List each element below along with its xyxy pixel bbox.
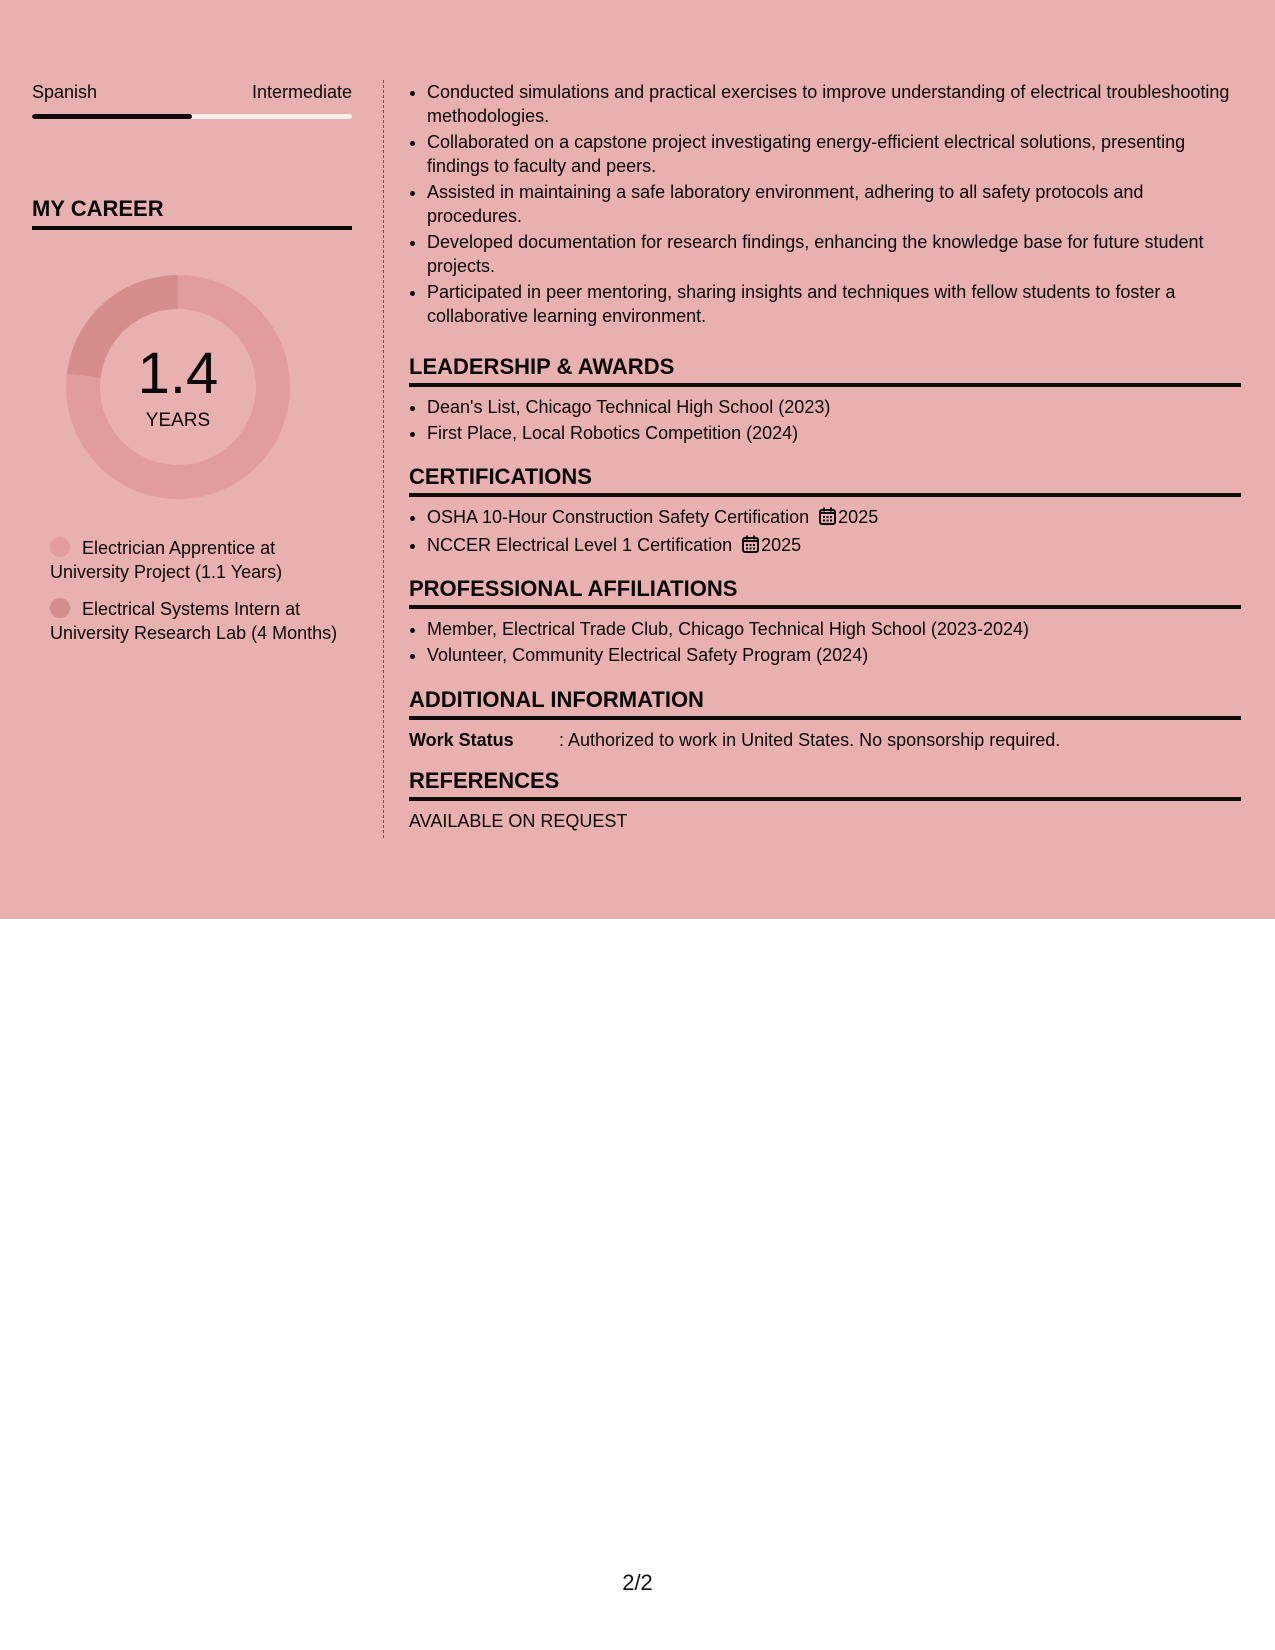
affiliations-list [409, 617, 1241, 667]
certification-item [427, 505, 1241, 531]
affiliation-item: • Member, Electrical Trade Club, Chicago Technical High School (2023-2024) [427, 617, 1241, 641]
legend-dot-icon [50, 598, 70, 618]
certifications-section [409, 464, 1241, 561]
career-legend-label: Electrician Apprentice at University Project (1.1 Years) [50, 538, 283, 582]
career-legend [50, 536, 340, 658]
leadership-list [409, 395, 1241, 445]
affiliations-section [409, 576, 1241, 669]
certification-item [427, 533, 1241, 559]
experience-bullet: • Collaborated on a capstone project investigating energy-efficient electrical solutions, presenting findings to faculty and peers. [427, 130, 1241, 178]
leadership-section [409, 354, 1241, 447]
language-level: Intermediate [251, 82, 352, 102]
career-heading: MY CAREER [32, 196, 352, 230]
certification-name: OSHA 10-Hour Construction Safety Certification [427, 507, 810, 527]
career-legend-item [50, 597, 340, 645]
affiliation-item: • Volunteer, Community Electrical Safety Program (2024) [427, 643, 1241, 667]
career-legend-item [50, 536, 340, 584]
section-title: CERTIFICATIONS [409, 464, 1241, 497]
experience-bullet: • Assisted in maintaining a safe laboratory environment, adhering to all safety protocols and procedures. [427, 180, 1241, 228]
work-status-value: : Authorized to work in United States. No sponsorship required. [559, 730, 1061, 750]
section-title: LEADERSHIP & AWARDS [409, 354, 1241, 387]
work-status-label: Work Status [409, 730, 514, 750]
experience-section [409, 80, 1241, 330]
leadership-item: • Dean's List, Chicago Technical High School (2023) [427, 395, 1241, 419]
legend-dot-icon [50, 537, 70, 557]
career-total-unit: YEARS [145, 410, 211, 431]
page-number: 2/2 [622, 1570, 653, 1595]
experience-bullet: • Conducted simulations and practical exercises to improve understanding of electrical troubleshooting methodologies. [427, 80, 1241, 128]
section-title: ADDITIONAL INFORMATION [409, 687, 1241, 720]
certification-year: 2025 [838, 507, 879, 527]
leadership-item: • First Place, Local Robotics Competition (2024) [427, 421, 1241, 445]
references-text: AVAILABLE ON REQUEST [409, 811, 628, 831]
calendar-icon [742, 535, 759, 559]
career-donut-chart [66, 275, 290, 499]
section-title: REFERENCES [409, 768, 1241, 801]
experience-bullet: • Developed documentation for research findings, enhancing the knowledge base for future student projects. [427, 230, 1241, 278]
experience-bullet-list [409, 80, 1241, 328]
work-status-row [409, 728, 1241, 752]
career-legend-label: Electrical Systems Intern at University Research Lab (4 Months) [50, 599, 338, 643]
language-name: Spanish [32, 82, 98, 102]
certification-name: NCCER Electrical Level 1 Certification [427, 535, 733, 555]
language-level-bar [32, 114, 352, 119]
certification-year: 2025 [761, 535, 802, 555]
additional-info-section [409, 687, 1241, 752]
certifications-list [409, 505, 1241, 559]
career-total-value: 1.4 [137, 341, 219, 406]
language-row [32, 82, 352, 103]
section-title: PROFESSIONAL AFFILIATIONS [409, 576, 1241, 609]
experience-bullet: • Participated in peer mentoring, sharing insights and techniques with fellow students to foster a collaborative learning environment. [427, 280, 1241, 328]
column-divider [383, 80, 384, 838]
references-section [409, 768, 1241, 833]
language-level-fill [32, 114, 192, 119]
calendar-icon [819, 507, 836, 531]
